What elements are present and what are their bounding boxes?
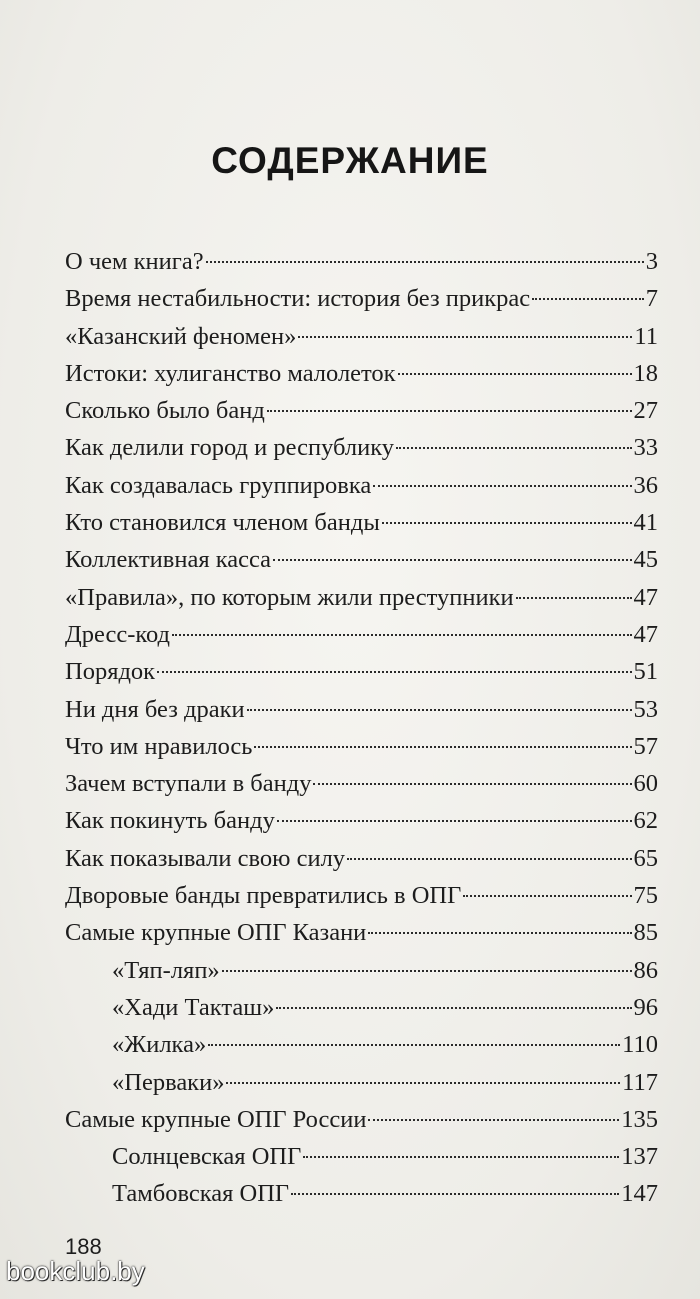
toc-entry-title: Дресс-код: [65, 620, 171, 648]
toc-entry-page: 135: [621, 1105, 658, 1133]
toc-entry-title: Солнцевская ОПГ: [112, 1143, 302, 1171]
toc-dot-leader: [368, 932, 631, 934]
toc-dot-leader: [276, 1007, 631, 1009]
toc-entry-page: 60: [633, 770, 658, 798]
toc-entry-page: 36: [633, 471, 658, 499]
toc-entry-page: 3: [645, 248, 658, 275]
toc-dot-leader: [273, 559, 631, 561]
toc-entry-page: 147: [621, 1180, 658, 1208]
toc-entry: [65, 877, 658, 914]
toc-entry-page: 53: [633, 695, 658, 723]
page-number: 188: [65, 1234, 102, 1259]
toc-entry-title: Дворовые банды превратились в ОПГ: [65, 882, 462, 910]
toc-entry-title: О чем книга?: [65, 248, 204, 275]
toc-dot-leader: [277, 820, 632, 822]
toc-dot-leader: [267, 410, 632, 412]
toc-entry: [65, 504, 658, 541]
toc-entry-title: Зачем вступали в банду: [65, 770, 312, 798]
toc-entry-title: Кто становился членом банды: [65, 509, 380, 537]
toc-entry-page: 65: [633, 844, 658, 872]
toc-entry-title: «Тяп-ляп»: [112, 956, 220, 984]
toc-entry-title: Сколько было банд: [65, 397, 265, 425]
toc-entry-page: 27: [633, 397, 658, 425]
toc-entry-title: Время нестабильности: история без прикрас: [65, 285, 531, 313]
toc-entry-title: Что им нравилось: [65, 732, 253, 760]
toc-dot-leader: [291, 1193, 619, 1195]
toc-dot-leader: [398, 373, 632, 375]
toc-dot-leader: [313, 783, 631, 785]
toc-dot-leader: [208, 1044, 620, 1046]
toc-entry: [65, 1064, 658, 1101]
toc-entry: [65, 840, 658, 877]
toc-entry-page: 75: [633, 882, 658, 910]
toc-entry-title: «Хади Такташ»: [112, 993, 275, 1021]
toc-entry-title: Ни дня без драки: [65, 695, 245, 723]
toc-dot-leader: [247, 709, 632, 711]
toc-dot-leader: [532, 298, 644, 300]
toc-entry-page: 7: [645, 285, 658, 313]
toc-entry-page: 33: [633, 434, 658, 462]
toc-dot-leader: [298, 336, 632, 338]
toc-entry-title: «Жилка»: [112, 1031, 207, 1059]
toc-entry-title: Как делили город и республику: [65, 434, 395, 462]
toc-entry-page: 62: [633, 807, 658, 835]
toc-dot-leader: [382, 522, 632, 524]
toc-entry-title: Порядок: [65, 658, 156, 686]
toc-entry: [65, 765, 658, 802]
toc-entry: [65, 541, 658, 578]
toc-entry: [65, 243, 658, 280]
toc-dot-leader: [254, 746, 631, 748]
toc-entry: [65, 914, 658, 951]
toc-dot-leader: [206, 261, 644, 263]
toc-entry: [65, 952, 658, 989]
toc-dot-leader: [516, 597, 632, 599]
toc-entry: [65, 616, 658, 653]
toc-dot-leader: [396, 447, 631, 449]
toc-dot-leader: [373, 485, 631, 487]
toc-entry: [65, 467, 658, 504]
toc-entry: [65, 429, 658, 466]
toc-entry-page: 110: [622, 1031, 658, 1059]
toc-entry-page: 117: [622, 1068, 658, 1096]
toc-entry: [65, 802, 658, 839]
toc-entry: [65, 653, 658, 690]
toc-entry: [65, 355, 658, 392]
toc-entry: [65, 579, 658, 616]
toc-entry: [65, 1101, 658, 1138]
toc-entry-title: «Правила», по которым жили преступники: [65, 583, 514, 611]
toc-dot-leader: [157, 671, 631, 673]
toc-entry-title: Самые крупные ОПГ России: [65, 1105, 367, 1133]
toc-entry: [65, 989, 658, 1026]
toc-dot-leader: [368, 1119, 619, 1121]
watermark-text: bookclub.by: [6, 1256, 145, 1286]
toc-entry-title: Как создавалась группировка: [65, 471, 372, 499]
toc-entry-title: Самые крупные ОПГ Казани: [65, 919, 367, 947]
toc-entry-title: Как показывали свою силу: [65, 844, 346, 872]
toc-entry-page: 85: [633, 919, 658, 947]
toc-entry-page: 18: [633, 359, 658, 387]
toc-entry-page: 47: [633, 583, 658, 611]
toc-entry: [65, 392, 658, 429]
toc-entry-page: 57: [633, 732, 658, 760]
toc-dot-leader: [463, 895, 631, 897]
toc-entry-title: «Казанский феномен»: [65, 322, 297, 350]
toc-entry-page: 86: [633, 956, 658, 984]
toc-entry-page: 41: [633, 509, 658, 537]
toc-dot-leader: [226, 1082, 620, 1084]
table-of-contents: [65, 243, 658, 1213]
toc-entry-title: Коллективная касса: [65, 546, 272, 574]
toc-entry-page: 137: [621, 1143, 658, 1171]
toc-entry-page: 11: [634, 322, 658, 350]
toc-entry: [65, 1026, 658, 1063]
toc-entry: [65, 318, 658, 355]
toc-entry: [65, 728, 658, 765]
toc-entry-page: 47: [633, 620, 658, 648]
toc-entry-title: Как покинуть банду: [65, 807, 275, 835]
toc-entry-page: 96: [633, 993, 658, 1021]
toc-entry-title: Истоки: хулиганство малолеток: [65, 359, 396, 387]
toc-dot-leader: [172, 634, 631, 636]
toc-dot-leader: [347, 858, 631, 860]
toc-entry: [65, 1175, 658, 1212]
toc-dot-leader: [222, 970, 632, 972]
toc-entry-page: 45: [633, 546, 658, 574]
toc-entry: [65, 1138, 658, 1175]
toc-entry-title: Тамбовская ОПГ: [112, 1180, 290, 1208]
toc-entry: [65, 691, 658, 728]
toc-entry: [65, 280, 658, 317]
page-title: СОДЕРЖАНИЕ: [211, 140, 489, 181]
toc-entry-title: «Перваки»: [112, 1068, 225, 1096]
toc-entry-page: 51: [633, 658, 658, 686]
toc-dot-leader: [303, 1156, 619, 1158]
